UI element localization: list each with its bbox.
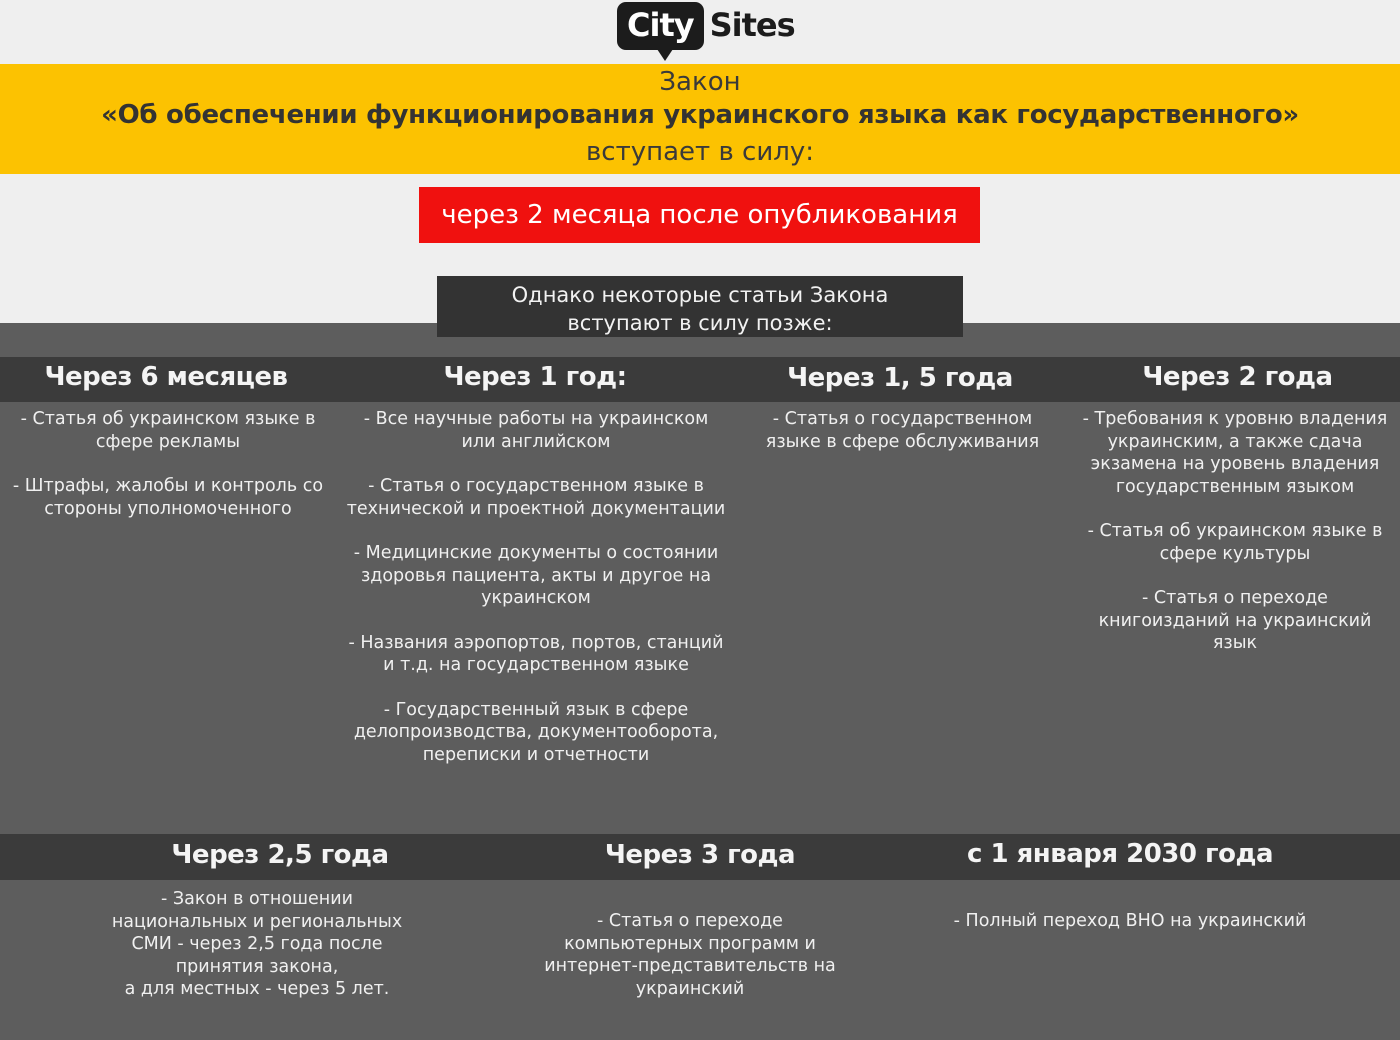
list-item: - Статья об украинском языке в сфере рекламы <box>20 409 316 452</box>
main-effective-term: через 2 месяца после опубликования <box>419 187 980 243</box>
list-item: - Медицинские документы о состоянии здоровья пациента, акты и другое на украинском <box>353 543 719 608</box>
period-1-year-title: Через 1 год: <box>443 362 627 392</box>
list-item: - Полный переход ВНО на украинский <box>953 911 1307 931</box>
list-item: - Статья о государственном языке в сфере обслуживания <box>765 409 1040 452</box>
period-6-months-list <box>5 408 331 542</box>
list-item: а для местных - через 5 лет. <box>124 979 390 999</box>
note-line-2: вступают в силу позже: <box>567 311 833 335</box>
banner-effective-label: вступает в силу: <box>585 137 815 167</box>
period-3-years-title: Через 3 года <box>604 840 796 870</box>
period-1-5-years-list <box>755 408 1050 475</box>
list-item: - Статья о государственном языке в технической и проектной документации <box>346 476 726 519</box>
period-6-months-title: Через 6 месяцев <box>44 362 288 392</box>
period-3-years-list <box>535 910 845 1000</box>
logo-city-bubble: City <box>617 2 704 50</box>
period-1-5-years-title: Через 1, 5 года <box>787 363 1013 393</box>
period-1-year-list <box>345 408 727 788</box>
period-2030-list <box>935 910 1325 933</box>
period-2-years-list <box>1082 408 1388 677</box>
period-2-years-title: Через 2 года <box>1142 362 1333 392</box>
list-item: - Государственный язык в сфере делопроизводства, документооборота, переписки и отчетности <box>353 699 719 765</box>
period-2-5-years-list <box>100 888 414 1001</box>
period-2030-title: с 1 января 2030 года <box>966 839 1274 869</box>
later-articles-note <box>437 276 963 337</box>
list-item: - Требования к уровню владения украинским, а также сдача экзамена на уровень владения государственным языком <box>1082 409 1388 497</box>
list-item: - Закон в отношении национальных и региональных СМИ - через 2,5 года после принятия закона, <box>111 889 403 977</box>
period-2-5-years-title: Через 2,5 года <box>171 840 389 870</box>
list-item: - Штрафы, жалобы и контроль со стороны уполномоченного <box>12 476 324 519</box>
list-item: - Статья об украинском языке в сфере культуры <box>1087 521 1383 564</box>
banner-law-label: Закон <box>659 67 741 97</box>
list-item: - Названия аэропортов, портов, станций и т.д. на государственном языке <box>348 632 724 675</box>
note-line-1: Однако некоторые статьи Закона <box>511 283 889 307</box>
banner-law-name: «Об обеспечении функционирования украинского языка как государственного» <box>101 100 1299 130</box>
law-title-banner <box>0 64 1400 174</box>
list-item: - Статья о переходе компьютерных программ и интернет-представительств на украинский <box>544 911 836 999</box>
list-item: - Статья о переходе книгоизданий на украинский язык <box>1098 588 1372 653</box>
list-item: - Все научные работы на украинском или английском <box>363 409 709 452</box>
logo-sites-text: Sites <box>709 6 795 44</box>
citysites-logo <box>617 2 795 58</box>
